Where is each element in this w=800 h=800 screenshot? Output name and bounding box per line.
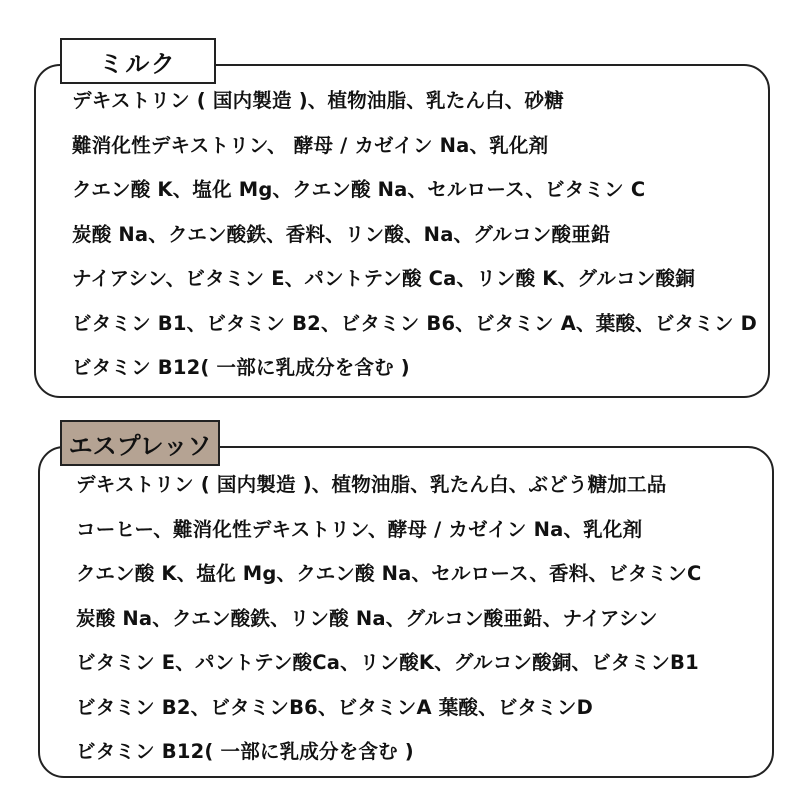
milk-title-tab bbox=[60, 38, 216, 84]
espresso-title: エスプレッソ bbox=[68, 431, 212, 460]
espresso-ingredient-line: ビタミン B12( 一部に乳成分を含む ) bbox=[76, 740, 414, 763]
espresso-ingredient-line: コーヒー、難消化性デキストリン、酵母 / カゼイン Na、乳化剤 bbox=[76, 517, 643, 541]
milk-ingredient-line: 炭酸 Na、クエン酸鉄、香料、リン酸、Na、グルコン酸亜鉛 bbox=[72, 222, 611, 246]
espresso-ingredient-line: 炭酸 Na、クエン酸鉄、リン酸 Na、グルコン酸亜鉛、ナイアシン bbox=[76, 606, 658, 630]
milk-ingredient-line: ビタミン B12( 一部に乳成分を含む ) bbox=[72, 356, 410, 379]
espresso-title-tab bbox=[60, 420, 220, 466]
espresso-ingredient-line: クエン酸 K、塩化 Mg、クエン酸 Na、セルロース、香料、ビタミンC bbox=[76, 562, 702, 585]
espresso-ingredient-line: ビタミン E、パントテン酸Ca、リン酸K、グルコン酸銅、ビタミンB1 bbox=[76, 651, 699, 674]
milk-ingredient-line: 難消化性デキストリン、 酵母 / カゼイン Na、乳化剤 bbox=[72, 133, 549, 157]
milk-ingredients-list bbox=[72, 86, 757, 398]
milk-ingredient-line: デキストリン ( 国内製造 )、植物油脂、乳たん白、砂糖 bbox=[72, 89, 564, 112]
milk-title: ミルク bbox=[99, 49, 177, 78]
espresso-ingredient-line: デキストリン ( 国内製造 )、植物油脂、乳たん白、ぶどう糖加工品 bbox=[76, 473, 667, 496]
espresso-ingredients-list bbox=[76, 470, 701, 782]
espresso-ingredient-line: ビタミン B2、ビタミンB6、ビタミンA 葉酸、ビタミンD bbox=[76, 695, 594, 719]
milk-ingredient-line: クエン酸 K、塩化 Mg、クエン酸 Na、セルロース、ビタミン C bbox=[72, 178, 646, 201]
milk-ingredient-line: ビタミン B1、ビタミン B2、ビタミン B6、ビタミン A、葉酸、ビタミン D bbox=[72, 311, 758, 335]
milk-ingredient-line: ナイアシン、ビタミン E、パントテン酸 Ca、リン酸 K、グルコン酸銅 bbox=[72, 267, 695, 290]
